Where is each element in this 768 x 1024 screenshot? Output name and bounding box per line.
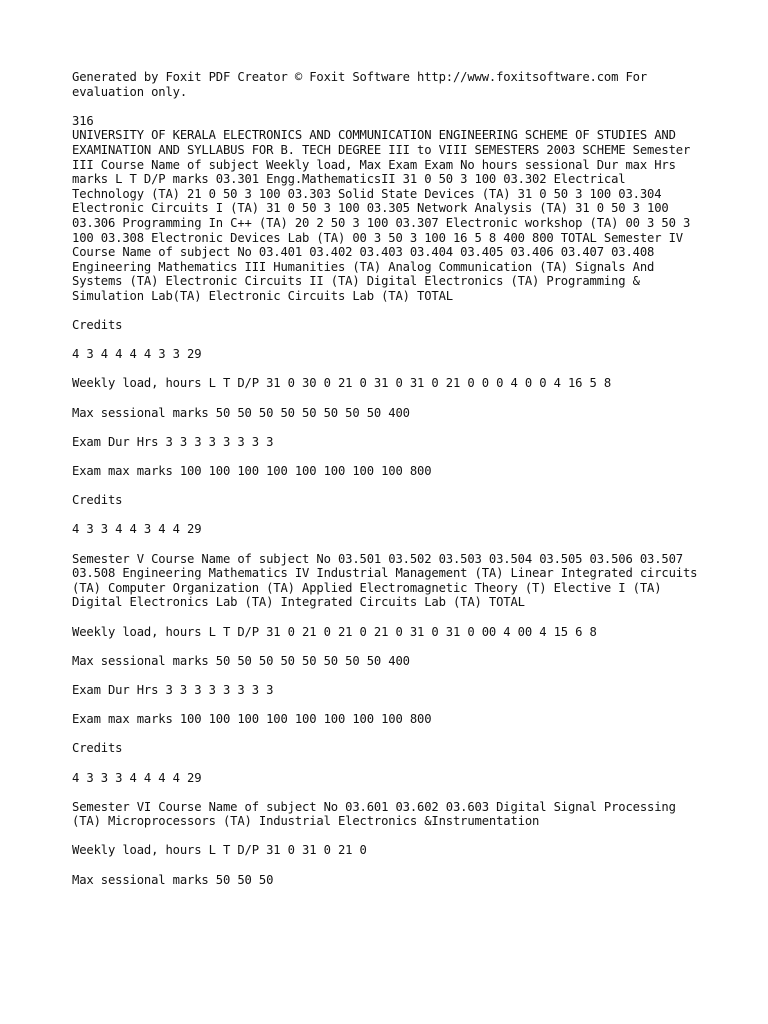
sem4-credits-values: 4 3 4 4 4 4 3 3 29	[72, 347, 202, 362]
sem6-max-sessional: Max sessional marks 50 50 50	[72, 872, 274, 887]
sem4-credits-label: Credits	[72, 318, 123, 333]
sem4-weekly-load: Weekly load, hours L T D/P 31 0 30 0 21 0 31 0 31 0 21 0 0 0 4 0 0 4 16 5 8	[72, 376, 612, 391]
sem5-weekly-load: Weekly load, hours L T D/P 31 0 21 0 21 0 21 0 31 0 31 0 00 4 00 4 15 6 8	[72, 624, 597, 639]
sem6-weekly-load: Weekly load, hours L T D/P 31 0 31 0 21 0	[72, 843, 367, 858]
sem6-credits-label: Credits	[72, 741, 123, 756]
foxit-generated-notice: Generated by Foxit PDF Creator © Foxit Software http://www.foxitsoftware.com For evaluation only.	[72, 70, 647, 99]
sem6-credits-values: 4 3 3 3 4 4 4 4 29	[72, 770, 202, 785]
sem5-intro: Semester V Course Name of subject No 03.501 03.502 03.503 03.504 03.505 03.506 03.507 03.508 Engineering Mathematics IV Industrial Management (TA) Linear Integrated circuits (TA) Computer Organization (TA) Applied Electromagnetic Theory (T) Elective I (TA) Digital Electronics Lab (TA) Integrated Circuits Lab (TA) TOTAL	[72, 551, 698, 610]
sem6-intro: Semester VI Course Name of subject No 03.601 03.602 03.603 Digital Signal Processing (TA) Microprocessors (TA) Industrial Electronics &Instrumentation	[72, 799, 676, 829]
sem4-exam-dur: Exam Dur Hrs 3 3 3 3 3 3 3 3	[72, 434, 274, 449]
sem4-exam-max: Exam max marks 100 100 100 100 100 100 100 100 800	[72, 464, 432, 479]
sem5-exam-max: Exam max marks 100 100 100 100 100 100 100 100 800	[72, 712, 432, 727]
sem5-credits-label: Credits	[72, 493, 123, 508]
syllabus-intro-text: UNIVERSITY OF KERALA ELECTRONICS AND COMMUNICATION ENGINEERING SCHEME OF STUDIES AND EXAMINATION AND SYLLABUS FOR B. TECH DEGREE III to VIII SEMESTERS 2003 SCHEME Semester III Course Name of subject Weekly load, Max Exam Exam No hours sessional Dur max Hrs marks L T D/P marks 03.301 Engg.MathematicsII 31 0 50 3 100 03.302 Electrical Technology (TA) 21 0 50 3 100 03.303 Solid State Devices (TA) 31 0 50 3 100 03.304 Electronic Circuits I (TA) 31 0 50 3 100 03.305 Network Analysis (TA) 31 0 50 3 100 03.306 Programming In C++ (TA) 20 2 50 3 100 03.307 Electronic workshop (TA) 00 3 50 3 100 03.308 Electronic Devices Lab (TA) 00 3 50 3 100 16 5 8 400 800 TOTAL Semester IV Course Name of subject No 03.401 03.402 03.403 03.404 03.405 03.406 03.407 03.408 Engineering Mathematics III Humanities (TA) Analog Communication (TA) Signals And Systems (TA) Electronic Circuits II (TA) Digital Electronics (TA) Programming & Simulation Lab(TA) Electronic Circuits Lab (TA) TOTAL	[72, 128, 691, 303]
document-page	[72, 70, 702, 887]
sem5-credits-values: 4 3 3 4 4 3 4 4 29	[72, 522, 202, 537]
sem5-exam-dur: Exam Dur Hrs 3 3 3 3 3 3 3 3	[72, 682, 274, 697]
intro-block	[72, 114, 702, 304]
page-number: 316	[72, 113, 94, 128]
sem4-max-sessional: Max sessional marks 50 50 50 50 50 50 50 50 400	[72, 405, 410, 420]
sem5-max-sessional: Max sessional marks 50 50 50 50 50 50 50 50 400	[72, 653, 410, 668]
